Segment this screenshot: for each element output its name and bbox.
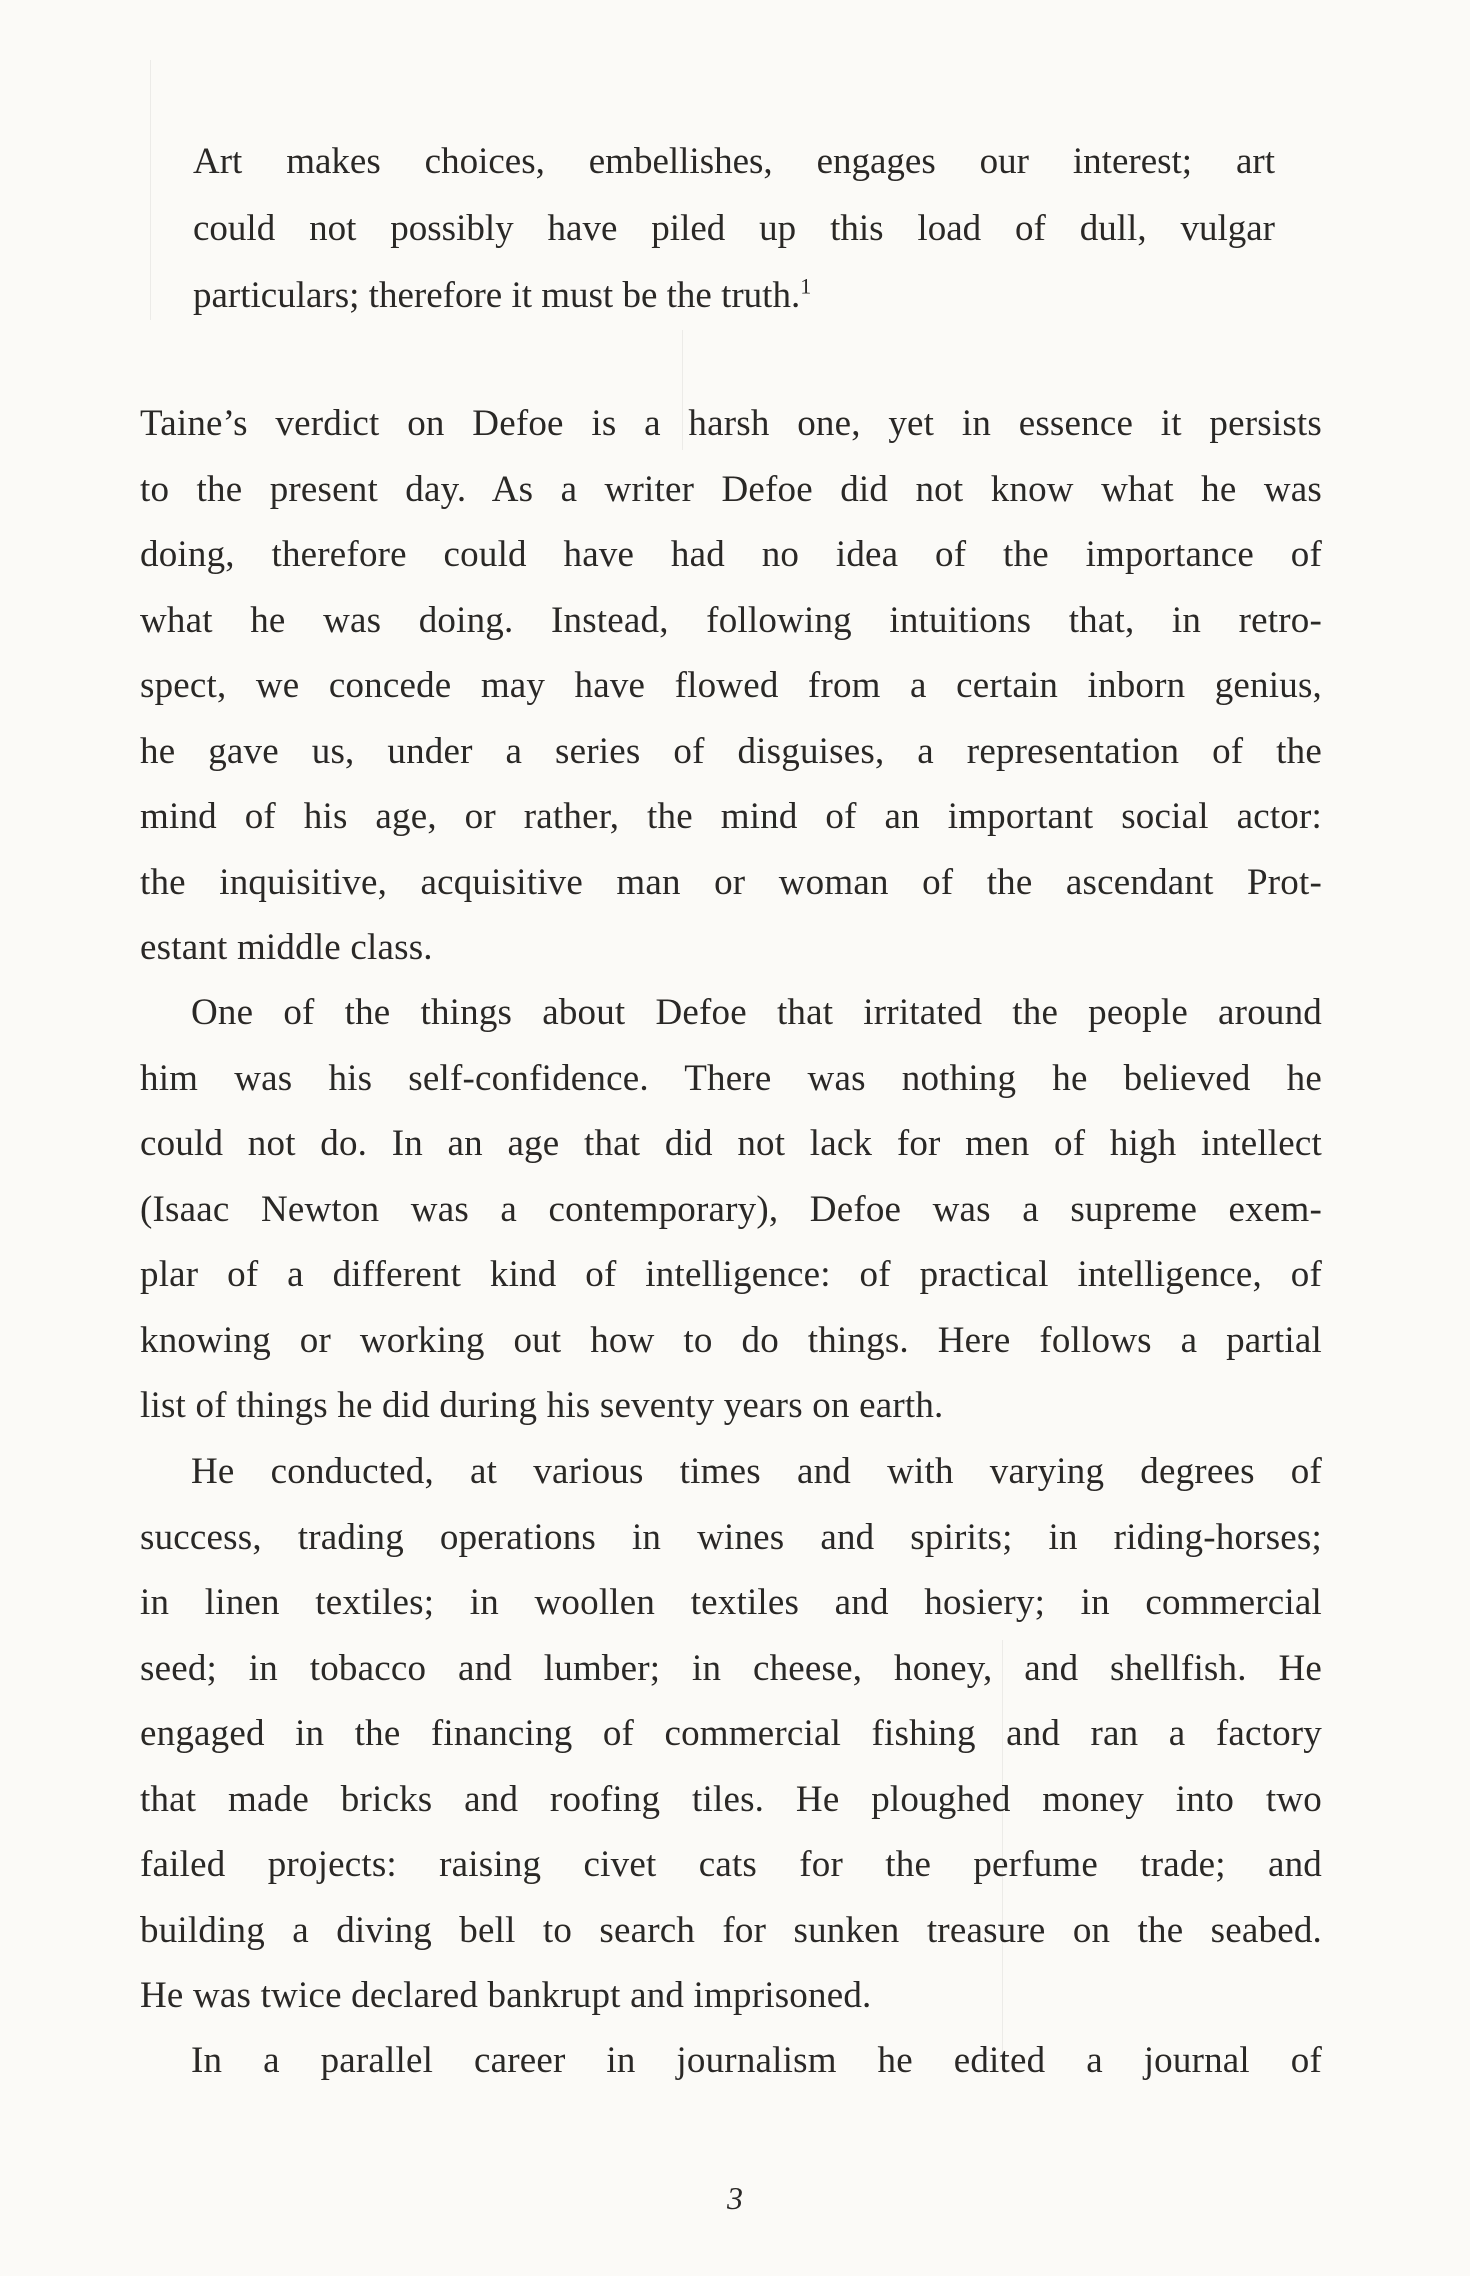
paragraph-line: estant middle class. [140,927,433,968]
quote-line-last [193,262,1275,329]
quote-line: could not possibly have piled up this load of dull, vulgar [193,208,1275,249]
paragraph-line: failed projects: raising civet cats for the perfume trade; and [140,1844,1322,1885]
quote-line-text: particulars; therefore it must be the truth. [193,275,801,316]
paragraph-line: plar of a different kind of intelligence: of practical intelligence, of [140,1254,1322,1295]
paragraph-line: One of the things about Defoe that irritated the people around [191,992,1322,1033]
paragraph-line: success, trading operations in wines and spirits; in riding-horses; [140,1516,1322,1558]
paragraph-line: (Isaac Newton was a contemporary), Defoe was a supreme exem- [140,1188,1322,1230]
paragraph-line: could not do. In an age that did not lack for men of high intellect [140,1123,1322,1164]
paragraph-line: He conducted, at various times and with varying degrees of [191,1451,1322,1492]
paragraph-trading-operations [140,1439,1322,2029]
paragraph-line: engaged in the financing of commercial fishing and ran a factory [140,1713,1322,1754]
paragraph-line: the inquisitive, acquisitive man or woman of the ascendant Prot- [140,861,1322,903]
page-number: 3 [727,2180,743,2216]
block-quote [193,128,1275,329]
paragraph-line: to the present day. As a writer Defoe did not know what he was [140,468,1322,510]
paragraph-line: doing, therefore could have had no idea of the importance of [140,534,1322,575]
paragraph-line: that made bricks and roofing tiles. He ploughed money into two [140,1778,1322,1820]
paragraph-line: in linen textiles; in woollen textiles and hosiery; in commercial [140,1582,1322,1623]
paragraph-line: knowing or working out how to do things. Here follows a partial [140,1319,1322,1361]
paragraph-line: building a diving bell to search for sunken treasure on the seabed. [140,1909,1322,1951]
paragraph-line: In a parallel career in journalism he edited a journal of [191,2040,1322,2081]
paragraph-line: him was his self-confidence. There was nothing he believed he [140,1057,1322,1099]
footnote-marker: 1 [800,273,812,299]
quote-line: Art makes choices, embellishes, engages our interest; art [193,141,1275,182]
paragraph-line: he gave us, under a series of disguises, a representation of the [140,730,1322,772]
paragraph-journalism [140,2028,1322,2094]
paragraph-self-confidence [140,980,1322,1439]
paragraph-line: spect, we concede may have flowed from a certain inborn genius, [140,665,1322,706]
paragraph-line: mind of his age, or rather, the mind of an important social actor: [140,796,1322,837]
paragraph-line: Taine’s verdict on Defoe is a harsh one, yet in essence it persists [140,403,1322,444]
paragraph-line: list of things he did during his seventy years on earth. [140,1385,944,1426]
scan-artifact [150,60,151,320]
paragraph-line: what he was doing. Instead, following intuitions that, in retro- [140,599,1322,641]
paragraph-line: He was twice declared bankrupt and imprisoned. [140,1975,872,2016]
paragraph-line: seed; in tobacco and lumber; in cheese, honey, and shellfish. He [140,1647,1322,1689]
paragraph-taine-verdict [140,391,1322,981]
